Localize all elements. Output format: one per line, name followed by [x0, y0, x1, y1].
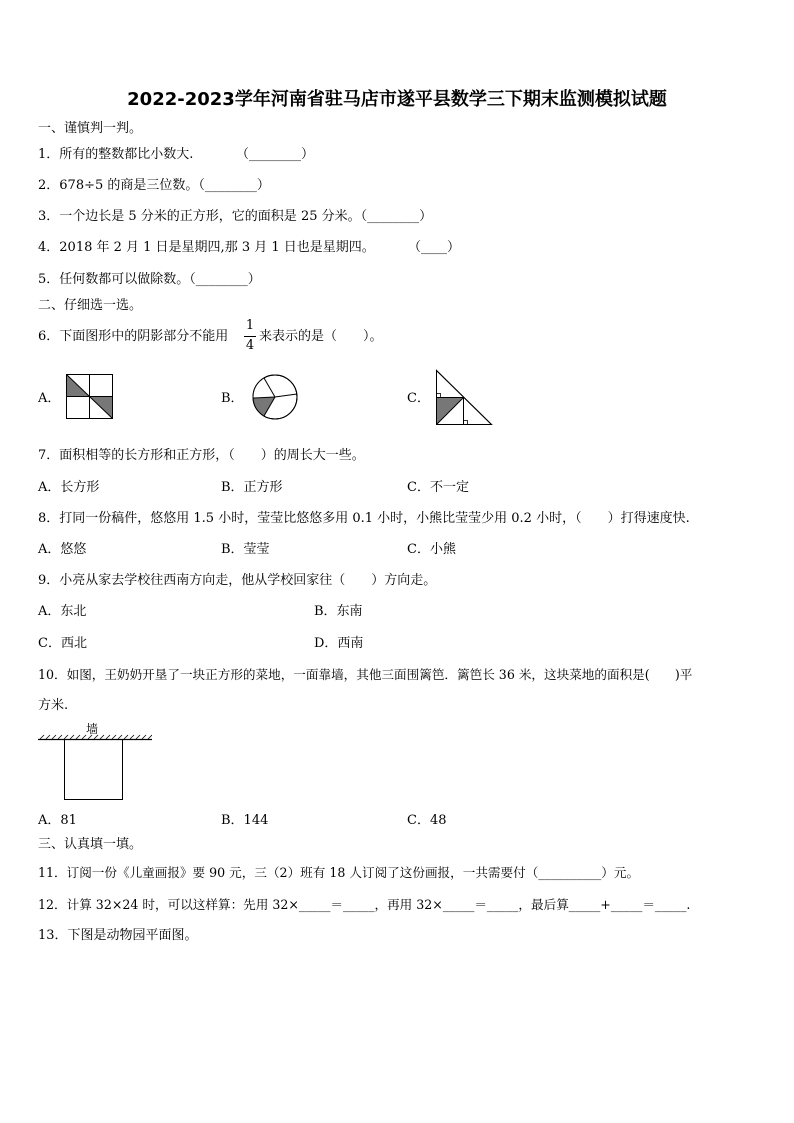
- figure-vegetable-plot: [38, 734, 152, 802]
- option-a-label: A．: [38, 391, 61, 406]
- section-heading-fill: 三、认真填一填。: [38, 837, 143, 852]
- question-7-option-c: C．不一定: [407, 480, 469, 495]
- question-11: 11．订阅一份《儿童画报》要 90 元，三（2）班有 18 人订阅了这份画报，一共需要付（__________）元。: [38, 865, 640, 880]
- question-8: 8．打同一份稿件，悠悠用 1.5 小时，莹莹比悠悠多用 0.1 小时，小熊比莹莹少用 0.2 小时，（ ）打得速度快.: [38, 511, 690, 526]
- question-4-answer-blank: （____）: [408, 240, 461, 255]
- question-1: 1．所有的整数都比小数大.: [38, 147, 194, 162]
- question-12: 12．计算 32×24 时，可以这样算：先用 32×_____＝_____，再用 32×_____＝_____，最后算_____+_____＝_____.: [38, 897, 691, 912]
- question-5: 5．任何数都可以做除数。（________）: [38, 272, 261, 287]
- question-9-option-c: C．西北: [38, 636, 87, 651]
- question-7-option-a: A．长方形: [38, 480, 100, 495]
- question-2: 2．678÷5 的商是三位数。（________）: [38, 178, 270, 193]
- question-1-answer-blank: （________）: [236, 147, 315, 162]
- page-title: 2022-2023学年河南省驻马店市遂平县数学三下期末监测模拟试题: [127, 89, 667, 110]
- question-8-option-a: A．悠悠: [38, 542, 87, 557]
- question-9-option-a: A．东北: [38, 604, 87, 619]
- question-7-option-b: B．正方形: [221, 480, 283, 495]
- question-10-line-1: 10．如图，王奶奶开垦了一块正方形的菜地，一面靠墙，其他三面围篱笆．篱笆长 36 米，这块菜地的面积是( )平: [38, 667, 693, 682]
- question-9-option-b: B．东南: [314, 604, 363, 619]
- figure-circle-shaded: [250, 374, 300, 420]
- question-4: 4．2018 年 2 月 1 日是星期四,那 3 月 1 日也是星期四。: [38, 240, 375, 255]
- fraction-denominator: 4: [245, 338, 255, 353]
- question-6-prefix: 6．下面图形中的阴影部分不能用: [38, 329, 229, 344]
- question-10-line-2: 方米.: [38, 698, 69, 713]
- figure-triangle-shaded: [435, 369, 495, 427]
- question-10-option-c: C．48: [407, 813, 447, 828]
- question-7: 7．面积相等的长方形和正方形，（ ）的周长大一些。: [38, 448, 365, 463]
- question-9: 9．小亮从家去学校往西南方向走，他从学校回家往（ ）方向走。: [38, 573, 437, 588]
- wall-label: 墙: [86, 722, 99, 736]
- section-heading-judge: 一、谨慎判一判。: [38, 121, 143, 136]
- question-8-option-c: C．小熊: [407, 542, 456, 557]
- section-heading-choose: 二、仔细选一选。: [38, 298, 143, 313]
- option-b-label: B．: [221, 391, 244, 406]
- question-8-option-b: B．莹莹: [221, 542, 270, 557]
- question-13: 13．下图是动物园平面图。: [38, 928, 198, 943]
- option-c-label: C．: [407, 391, 430, 406]
- question-9-option-d: D．西南: [314, 636, 364, 651]
- question-10-option-a: A．81: [38, 813, 77, 828]
- question-10-option-b: B．144: [221, 813, 269, 828]
- figure-square-shaded: [66, 374, 114, 420]
- fraction-bar: [244, 336, 256, 337]
- question-6-suffix: 来表示的是（ ）。: [259, 329, 383, 344]
- question-3: 3．一个边长是 5 分米的正方形，它的面积是 25 分米。（________）: [38, 209, 433, 224]
- fraction-numerator: 1: [245, 318, 255, 333]
